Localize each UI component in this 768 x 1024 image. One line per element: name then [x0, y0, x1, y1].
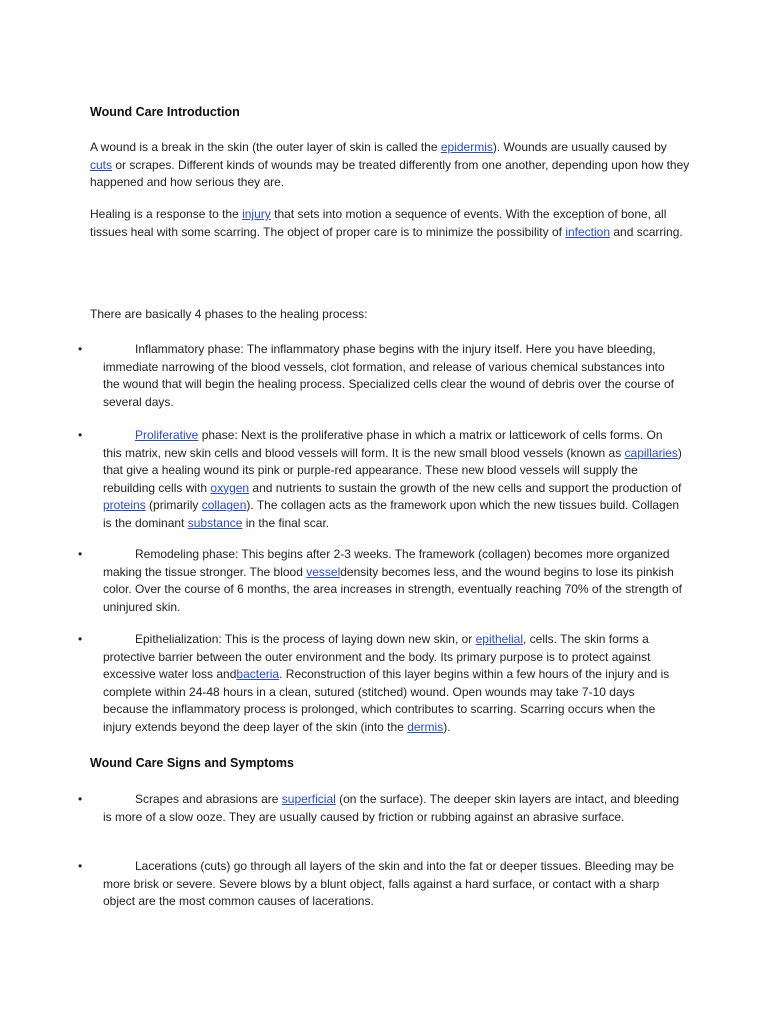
text-run: Epithelialization: This is the process of laying down new skin, or: [135, 632, 476, 646]
link-capillaries[interactable]: capillaries: [624, 445, 678, 460]
text-run: and scarring.: [610, 224, 683, 239]
link-vessel[interactable]: vessel: [306, 564, 341, 579]
link-infection[interactable]: infection: [565, 224, 611, 239]
link-bacteria[interactable]: bacteria: [236, 667, 280, 682]
list-item-text: [103, 858, 683, 911]
text-run: ).: [443, 719, 451, 734]
bullet-icon: •: [78, 428, 83, 442]
bullet-icon: •: [78, 632, 83, 646]
bullet-icon: •: [78, 342, 83, 356]
link-epidermis[interactable]: epidermis: [440, 140, 493, 154]
link-epithelial[interactable]: epithelial: [475, 632, 523, 646]
text-run: density becomes less, and the wound begins to lose its pinkish color. Over the course of 6 months, the area increases in strength, eventually reaching 70% of the strength of uninjured skin.: [103, 564, 682, 614]
text-run: . Reconstruction of this layer begins within a few hours of the injury and is complete within 24-48 hours in a clean, sutured (stitched) wound. Open wounds may take 7-10 days because the inflammatory process is prolonged, which contributes to scarring. Scarring occurs when the injury extends beyond the deep layer of the skin (into the: [103, 667, 670, 734]
list-item-inflammatory: [78, 341, 683, 411]
list-item-scrapes: [78, 791, 683, 826]
text-run: Lacerations (cuts) go through all layers of the skin and into the fat or deeper tissues. Bleeding may be more brisk or severe. Severe blows by a blunt object, falls against a hard surface, or contact with a sharp object are the most common causes of lacerations.: [103, 859, 674, 909]
bullet-icon: •: [78, 547, 83, 561]
text-run: Remodeling phase: This begins after 2-3 weeks. The framework (collagen) becomes more organized making the tissue stronger. The blood: [103, 547, 670, 579]
text-run: Inflammatory phase: The inflammatory phase begins with the injury itself. Here you have bleeding, immediate narrowing of the blood vessels, clot formation, and release of various chemical substances into the wound that will begin the healing process. Specialized cells clear the wound of debris over the course of several days.: [103, 342, 675, 409]
list-item-text: [103, 631, 683, 737]
text-run: A wound is a break in the skin (the outer layer of skin is called the: [90, 140, 441, 154]
list-item-text: [103, 546, 683, 616]
text-run: ) that give a healing wound its pink or purple-red appearance. These new blood vessels will supply the rebuilding cells with: [103, 445, 682, 495]
text-run: , cells. The skin forms a protective barrier between the outer environment and the body. Its primary purpose is to protect against excessive water loss and: [103, 632, 651, 682]
text-run: that sets into motion a sequence of events. With the exception of bone, all tissues heal with some scarring. The object of proper care is to minimize the possibility of: [90, 207, 667, 239]
text-run: in the final scar.: [242, 515, 330, 530]
list-item-lacerations: [78, 858, 683, 911]
link-dermis[interactable]: dermis: [407, 719, 444, 734]
link-oxygen[interactable]: oxygen: [210, 480, 250, 495]
list-item-text: [103, 427, 683, 533]
symptoms-heading: Wound Care Signs and Symptoms: [90, 756, 294, 770]
list-item-epithelialization: [78, 631, 683, 737]
intro-heading: Wound Care Introduction: [90, 105, 240, 119]
text-run: Scrapes and abrasions are: [135, 792, 282, 806]
link-superficial[interactable]: superficial: [281, 792, 336, 806]
list-item-text: [103, 791, 683, 826]
list-item-remodeling: [78, 546, 683, 616]
text-run: (on the surface). The deeper skin layers are intact, and bleeding is more of a slow ooze. They are usually caused by friction or rubbing against an abrasive surface.: [103, 792, 680, 824]
link-collagen[interactable]: collagen: [201, 498, 247, 513]
intro-paragraph-2: [90, 206, 690, 241]
list-item-proliferative: [78, 427, 683, 533]
link-injury[interactable]: injury: [242, 207, 271, 221]
text-run: ). Wounds are usually caused by: [492, 140, 667, 154]
list-item-text: [103, 341, 683, 411]
text-run: ). The collagen acts as the framework upon which the new tissues build. Collagen is the dominant: [103, 498, 680, 530]
text-run: or scrapes. Different kinds of wounds may be treated differently from one another, depending upon how they happened and how serious they are.: [90, 157, 690, 190]
link-proteins[interactable]: proteins: [103, 498, 146, 513]
phases-intro: There are basically 4 phases to the healing process:: [90, 307, 368, 321]
text-run: (primarily: [145, 498, 202, 513]
bullet-icon: •: [78, 859, 83, 873]
bullet-icon: •: [78, 792, 83, 806]
link-cuts[interactable]: cuts: [90, 157, 113, 172]
intro-paragraph-1: [90, 139, 690, 192]
text-run: and nutrients to sustain the growth of the new cells and support the production of: [249, 480, 682, 495]
text-run: Healing is a response to the: [90, 207, 243, 221]
link-proliferative[interactable]: Proliferative: [135, 428, 199, 442]
text-run: phase: Next is the proliferative phase in which a matrix or latticework of cells forms. On this matrix, new skin cells and blood vessels will form. It is the new small blood vessels (known as: [103, 428, 663, 460]
link-substance[interactable]: substance: [187, 515, 243, 530]
